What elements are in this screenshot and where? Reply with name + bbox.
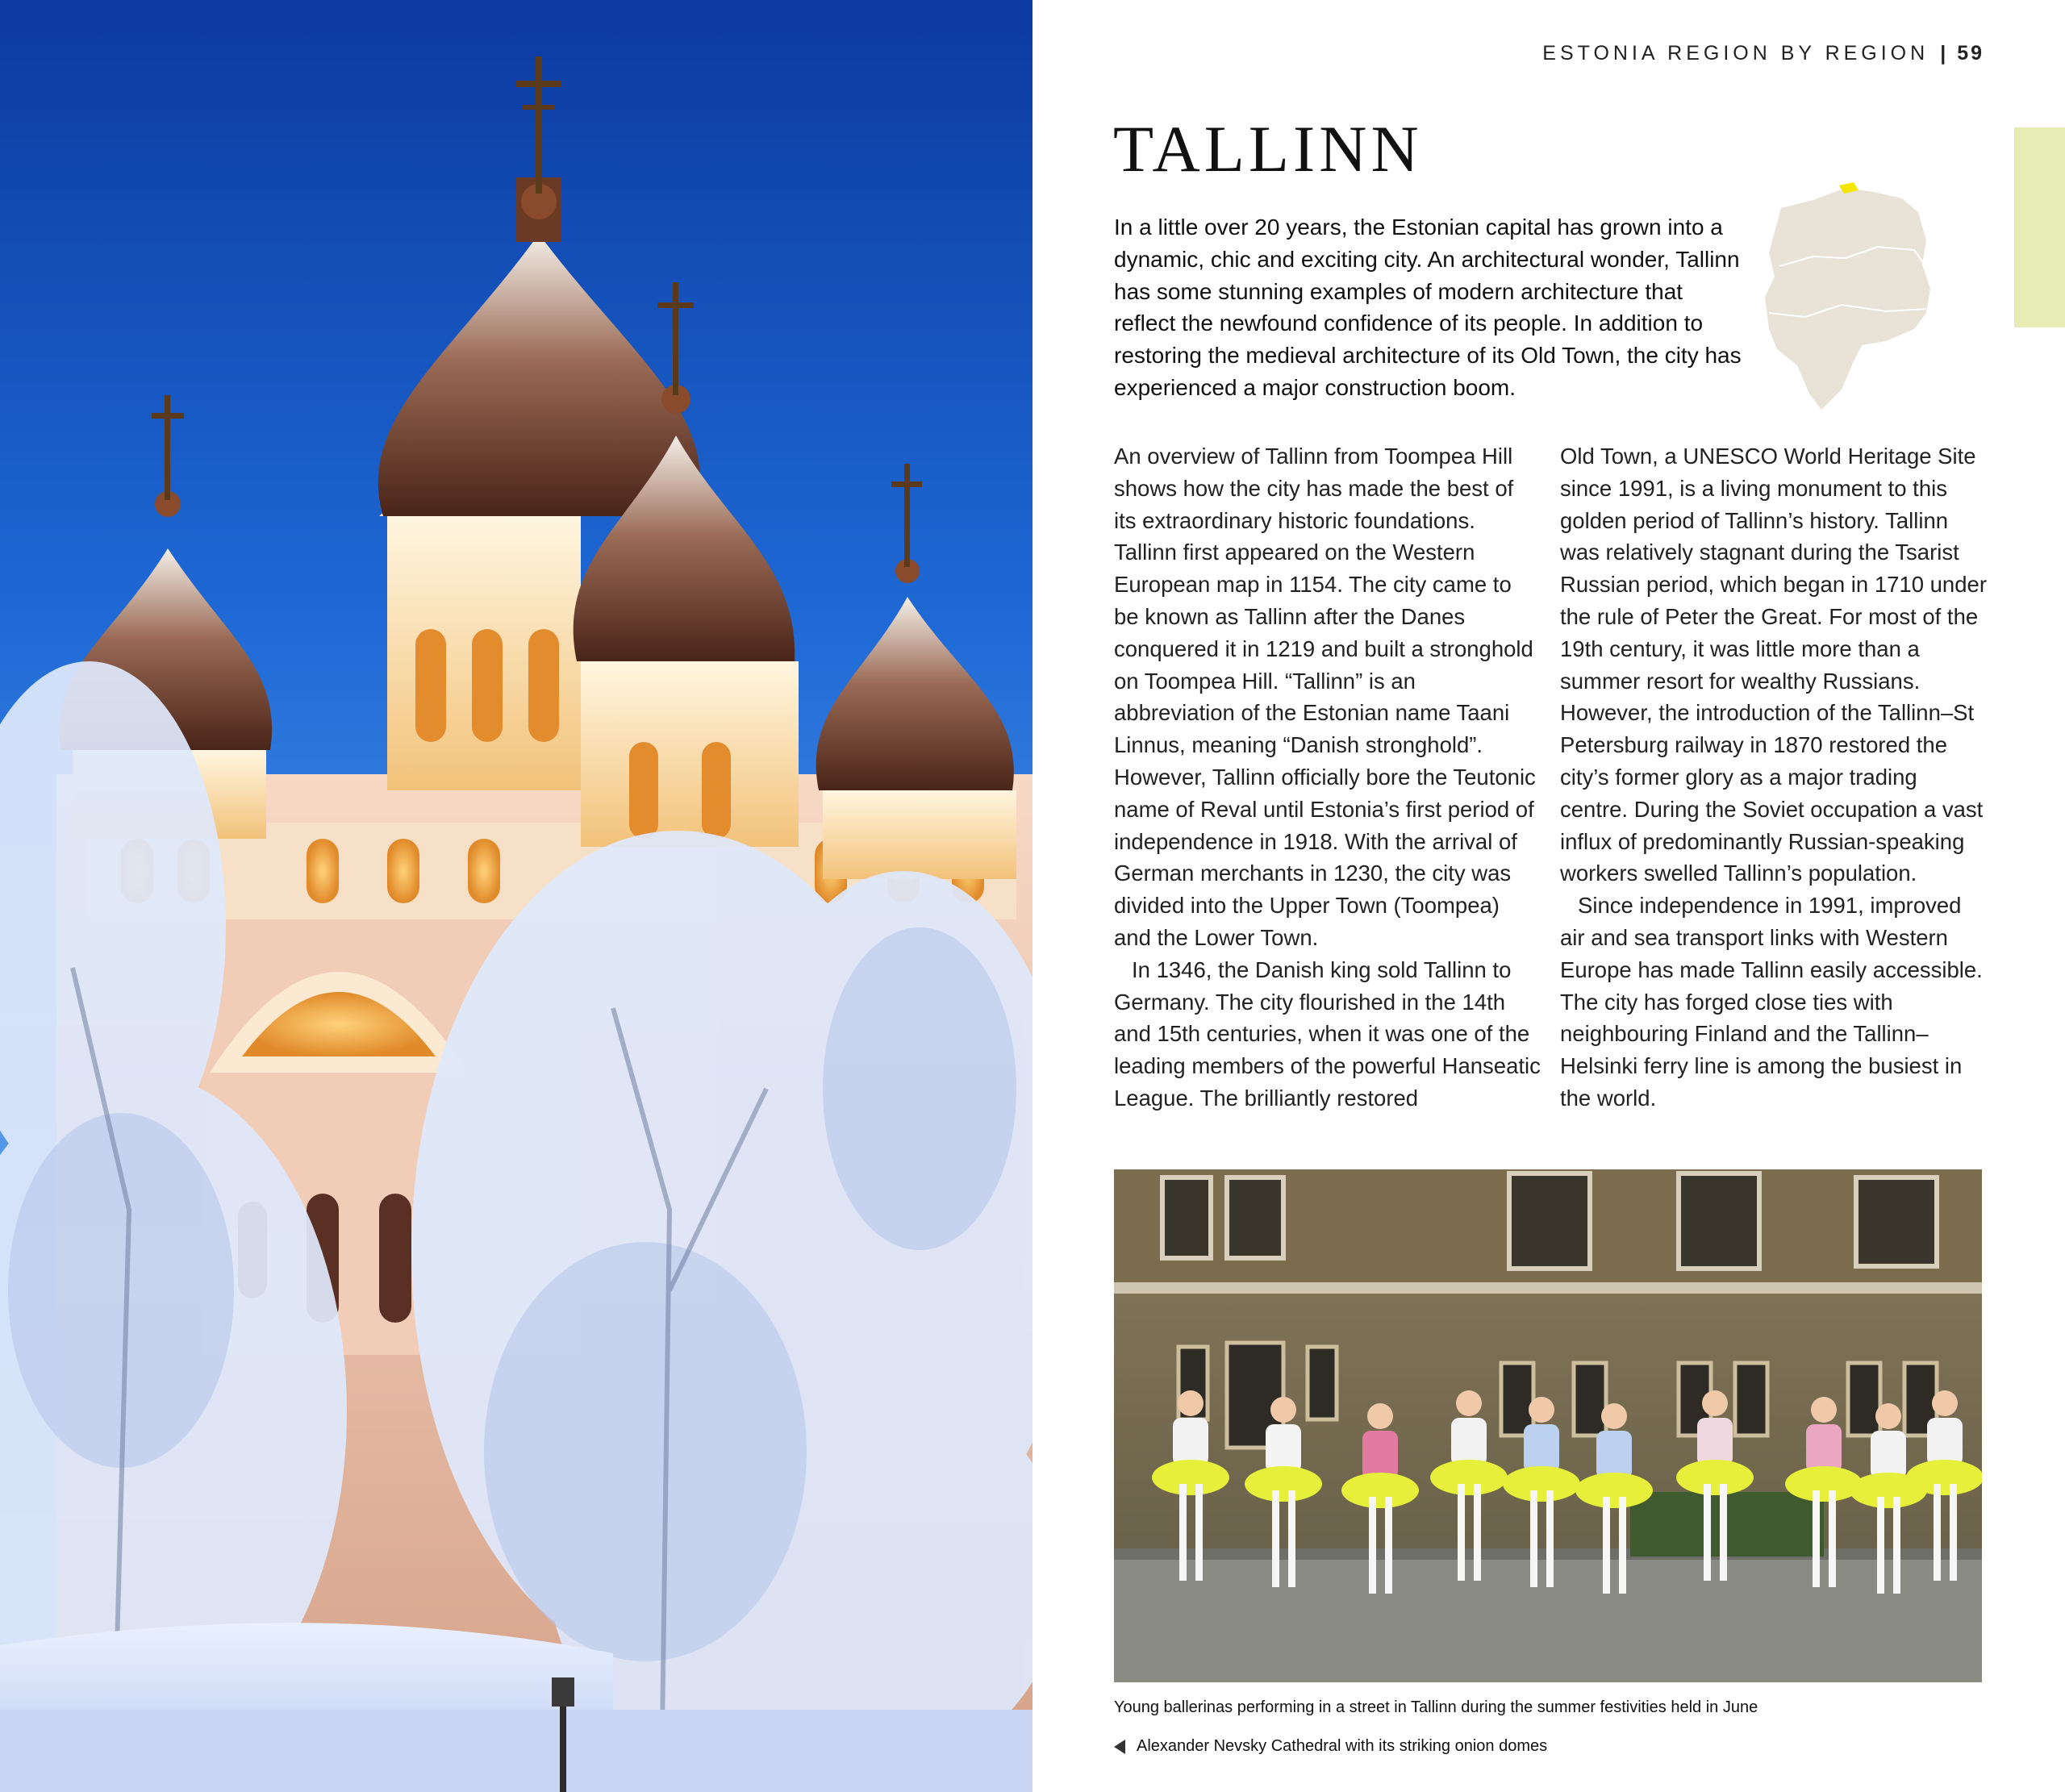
ballerina-photo (1114, 1169, 1982, 1682)
caption-ballerinas: Young ballerinas performing in a street in Tallinn during the summer festivities held in June (1114, 1698, 1758, 1716)
cathedral-photo (0, 0, 1032, 1792)
chapter-tab (2014, 127, 2065, 327)
left-arrow-icon (1114, 1740, 1125, 1754)
body-paragraph: Old Town, a UNESCO World Heritage Site since 1991, is a living monument to this golden period of Tallinn’s history. Tallinn was relatively stagnant during the Tsarist Russian period, which began in 1710 under the rule of Peter the Great. For most of the 19th century, it was little more than a summer resort for wealthy Russians. However, the introduction of the Tallinn–St Petersburg railway in 1870 restored the city’s former glory as a major trading centre. During the Soviet occupation a vast influx of predominantly Russian-speaking workers swelled Tallinn’s population. (1560, 444, 1987, 886)
text-column-2 (1560, 440, 1988, 1115)
intro-paragraph: In a little over 20 years, the Estonian capital has grown into a dynamic, chic and exciting city. An architectural wonder, Tallinn has some stunning examples of modern architecture that reflect the newfound confidence of its people. In addition to restoring the medieval architecture of its Old Town, the city has experienced a major construction boom. (1114, 215, 1742, 400)
page-number: 59 (1957, 42, 1984, 65)
body-paragraph: In 1346, the Danish king sold Tallinn to Germany. The city flourished in the 14th and 15th centuries, when it was one of the leading members of the powerful Hanseatic League. The brilliantly restored (1114, 956, 1541, 1111)
running-head-section: ESTONIA REGION BY REGION (1542, 42, 1929, 65)
caption-cathedral (1114, 1737, 1547, 1756)
body-paragraph: Since independence in 1991, improved air and sea transport links with Western Europe has made Tallinn easily accessible. The city has forged close ties with neighbouring Finland and the Tallinn–Helsinki ferry line is among the busiest in the world. (1560, 893, 1983, 1111)
baltic-states-shape (1765, 188, 1930, 410)
locator-map (1765, 176, 1936, 410)
running-head (1516, 42, 1984, 65)
page-title: TALLINN (1113, 112, 1423, 185)
caption-cathedral-text: Alexander Nevsky Cathedral with its striking onion domes (1137, 1737, 1548, 1755)
text-column-1 (1114, 440, 1541, 1115)
body-paragraph: An overview of Tallinn from Toompea Hill shows how the city has made the best of its extraordinary historic foundations. Tallinn first appeared on the Western European map in 1154. The city came to be known as Tallinn after the Danes conquered it in 1219 and built a stronghold on Toompea Hill. “Tallinn” is an abbreviation of the Estonian name Taani Linnus, meaning “Danish stronghold”. However, Tallinn officially bore the Teutonic name of Reval until Estonia’s first period of independence in 1918. With the arrival of German merchants in 1230, the city was divided into the Upper Town (Toompea) and the Lower Town. (1114, 444, 1536, 950)
running-head-separator: | (1940, 42, 1946, 65)
